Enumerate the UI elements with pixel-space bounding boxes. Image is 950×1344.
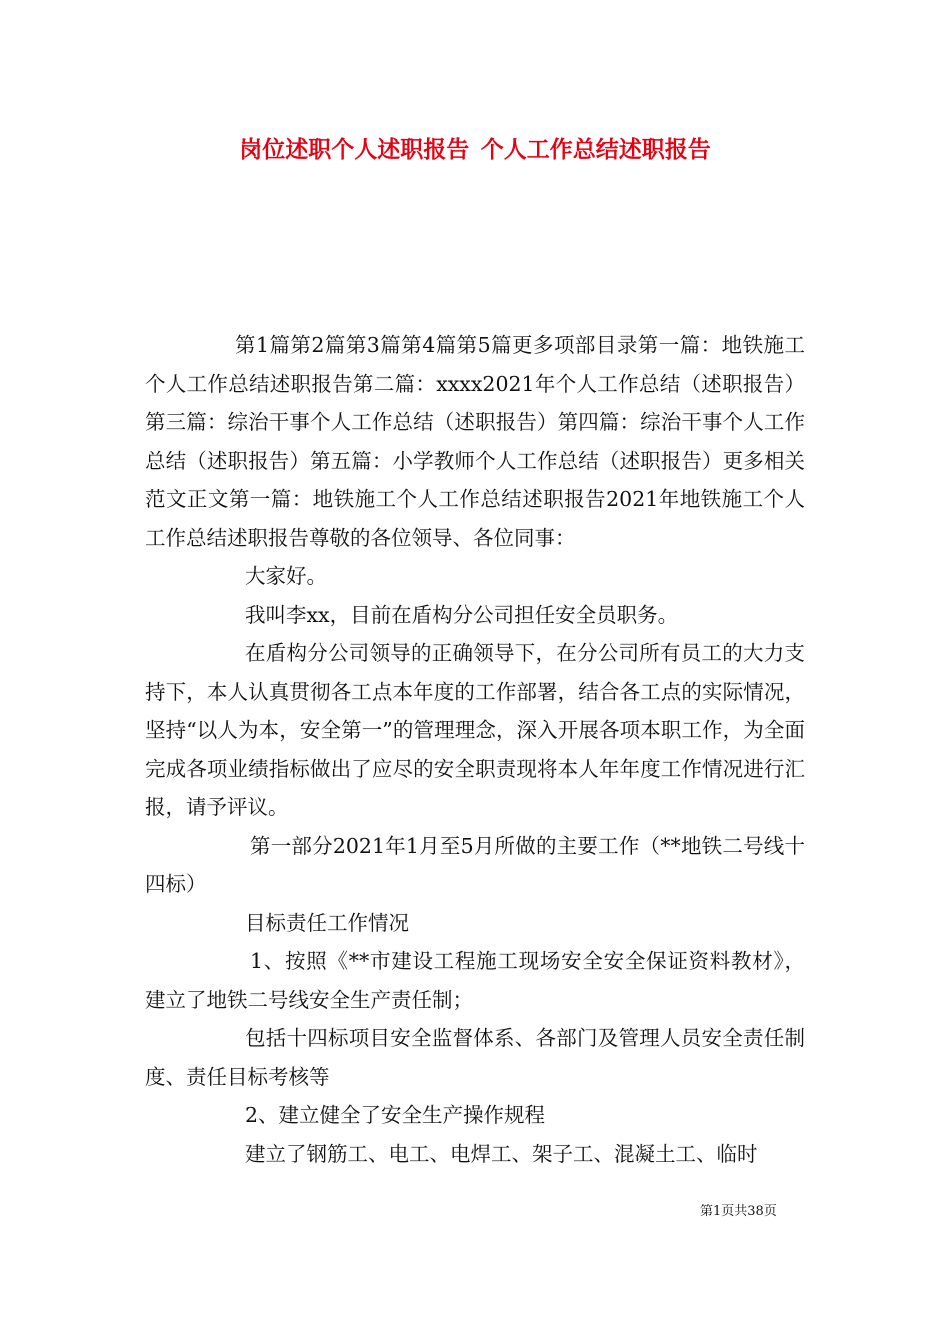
paragraph-overview: 在盾构分公司领导的正确领导下，在分公司所有员工的大力支持下，本人认真贯彻各工点本年度的工作部署，结合各工点的实际情况，坚持“以人为本，安全第一”的管理理念，深入开展各项本职工作，为全面完成各项业绩指标做出了应尽的安全职责现将本人年年度工作情况进行汇报，请予评议。 bbox=[145, 641, 805, 819]
paragraph-contents-intro: 第1篇第2篇第3篇第4篇第5篇更多项部目录第一篇：地铁施工个人工作总结述职报告第二篇：xxxx2021年个人工作总结（述职报告）第三篇：综治干事个人工作总结（述职报告）第四篇：综治干事个人工作总结（述职报告）第五篇：小学教师个人工作总结（述职报告）更多相关范文正文第一篇：地铁施工个人工作总结述职报告2021年地铁施工个人工作总结述职报告尊敬的各位领导、各位同事： bbox=[145, 333, 805, 550]
document-body bbox=[145, 326, 805, 1173]
title-secondary: 个人工作总结述职报告 bbox=[480, 136, 711, 163]
title-main: 岗位述职个人述职报告 bbox=[239, 136, 470, 163]
page-number: 第1页共38页 bbox=[700, 1204, 777, 1219]
paragraph-item-2: 2、建立健全了安全生产操作规程 bbox=[245, 1103, 546, 1127]
paragraph-item-1: 1、按照《**市建设工程施工现场安全安全保证资料教材》，建立了地铁二号线安全生产责任制； bbox=[145, 949, 805, 1012]
paragraph-section-heading: 第一部分2021年1月至5月所做的主要工作（**地铁二号线十四标） bbox=[145, 833, 805, 896]
paragraph-greeting: 大家好。 bbox=[245, 564, 327, 588]
paragraph-self-intro: 我叫李xx，目前在盾构分公司担任安全员职务。 bbox=[245, 602, 679, 627]
document-title bbox=[0, 132, 950, 168]
paragraph-subheading: 目标责任工作情况 bbox=[245, 910, 409, 935]
paragraph-item-2-detail: 建立了钢筋工、电工、电焊工、架子工、混凝土工、临时 bbox=[245, 1141, 758, 1166]
title-separator bbox=[469, 136, 481, 163]
paragraph-item-1-detail: 包括十四标项目安全监督体系、各部门及管理人员安全责任制度、责任目标考核等 bbox=[145, 1026, 805, 1089]
